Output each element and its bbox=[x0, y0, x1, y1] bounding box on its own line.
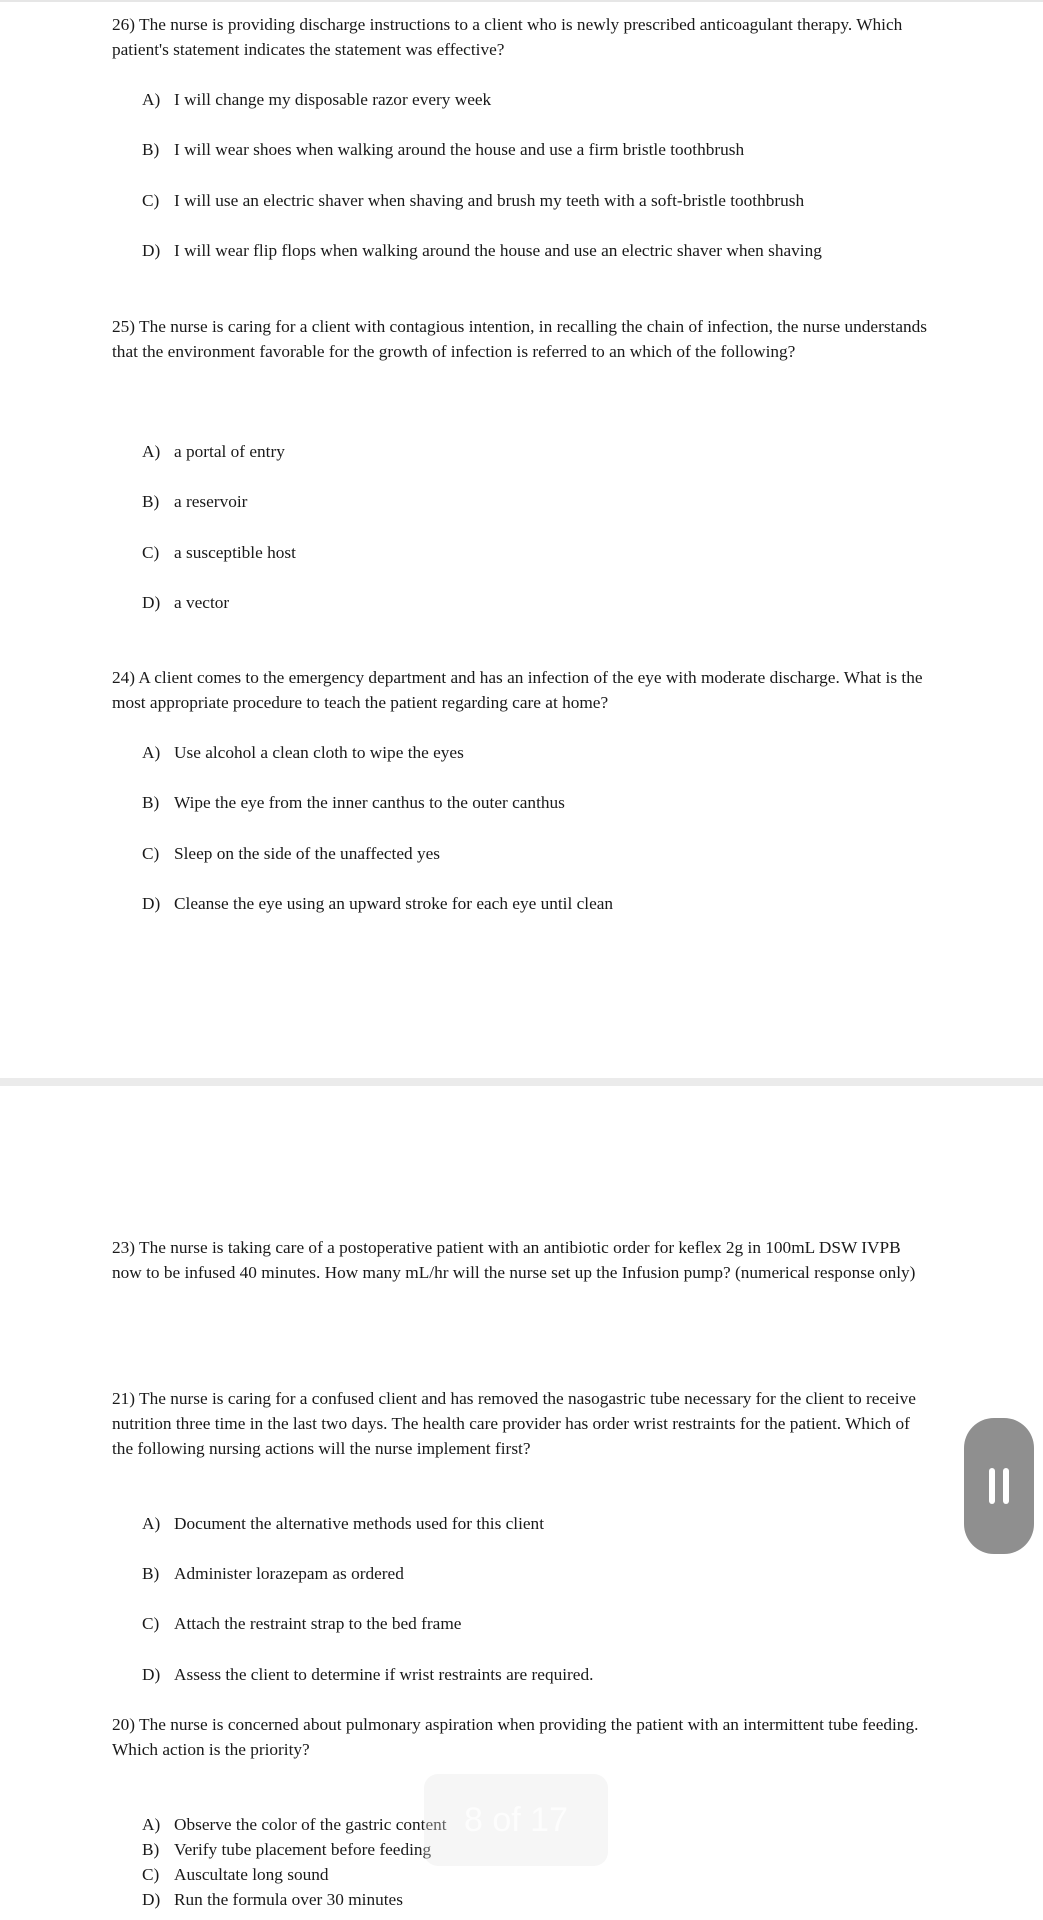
question-21-option-d[interactable] bbox=[142, 1662, 593, 1687]
option-text: Cleanse the eye using an upward stroke for each eye until clean bbox=[174, 894, 614, 913]
option-text: Sleep on the side of the unaffected yes bbox=[174, 844, 441, 863]
question-26-text: 26) The nurse is providing discharge instructions to a client who is newly prescribed anticoagulant therapy. Which patient's statement indicates the statement was effective? bbox=[112, 15, 903, 59]
option-letter: D) bbox=[142, 593, 161, 612]
option-text: Assess the client to determine if wrist restraints are required. bbox=[174, 1665, 594, 1684]
option-text: Document the alternative methods used for this client bbox=[174, 1514, 545, 1533]
question-26-option-b[interactable] bbox=[142, 137, 744, 162]
option-text: Observe the color of the gastric content bbox=[174, 1815, 447, 1834]
question-21-option-c[interactable] bbox=[142, 1611, 461, 1636]
option-text: Attach the restraint strap to the bed frame bbox=[174, 1614, 462, 1633]
option-letter: B) bbox=[142, 140, 160, 159]
question-25-option-a[interactable] bbox=[142, 439, 285, 464]
option-text: Wipe the eye from the inner canthus to the outer canthus bbox=[174, 793, 565, 812]
option-letter: A) bbox=[142, 743, 161, 762]
question-23-text: 23) The nurse is taking care of a postoperative patient with an antibiotic order for keflex 2g in 100mL DSW IVPB now to be infused 40 minutes. How many mL/hr will the nurse set up the Infusion pump? (numerical response only) bbox=[112, 1238, 916, 1282]
question-26-option-c[interactable] bbox=[142, 188, 804, 213]
top-divider bbox=[0, 0, 1043, 2]
question-20-option-b[interactable] bbox=[142, 1837, 431, 1862]
option-text: a reservoir bbox=[174, 492, 248, 511]
fast-scroll-handle[interactable] bbox=[964, 1418, 1034, 1554]
question-20-option-c[interactable] bbox=[142, 1862, 329, 1887]
option-text: I will use an electric shaver when shaving and brush my teeth with a soft-bristle toothbrush bbox=[174, 191, 805, 210]
question-26-option-d[interactable] bbox=[142, 238, 822, 263]
drag-handle-icon bbox=[989, 1468, 995, 1504]
option-text: Administer lorazepam as ordered bbox=[174, 1564, 404, 1583]
question-21-option-a[interactable] bbox=[142, 1511, 544, 1536]
option-text: a susceptible host bbox=[174, 543, 296, 562]
drag-handle-icon bbox=[1003, 1468, 1009, 1504]
option-letter: B) bbox=[142, 793, 160, 812]
option-letter: D) bbox=[142, 241, 161, 260]
question-26-option-a[interactable] bbox=[142, 87, 491, 112]
page-indicator: 8 of 17 bbox=[424, 1774, 608, 1866]
option-text: I will change my disposable razor every week bbox=[174, 90, 492, 109]
option-text: Verify tube placement before feeding bbox=[174, 1840, 432, 1859]
question-20-option-a[interactable] bbox=[142, 1812, 447, 1837]
option-letter: C) bbox=[142, 1865, 160, 1884]
question-20-option-d[interactable] bbox=[142, 1887, 403, 1912]
question-21-text: 21) The nurse is caring for a confused client and has removed the nasogastric tube necessary for the client to receive nutrition three time in the last two days. The health care provider has order wrist restraints for the patient. Which of the following nursing actions will the nurse implement first? bbox=[112, 1389, 916, 1458]
question-24-text: 24) A client comes to the emergency department and has an infection of the eye with moderate discharge. What is the most appropriate procedure to teach the patient regarding care at home? bbox=[112, 668, 923, 712]
option-letter: A) bbox=[142, 1815, 161, 1834]
question-24-option-b[interactable] bbox=[142, 790, 565, 815]
option-letter: B) bbox=[142, 1564, 160, 1583]
option-text: I will wear flip flops when walking around the house and use an electric shaver when shaving bbox=[174, 241, 822, 260]
option-letter: D) bbox=[142, 894, 161, 913]
question-25-option-c[interactable] bbox=[142, 540, 296, 565]
question-25-option-d[interactable] bbox=[142, 590, 229, 615]
option-text: I will wear shoes when walking around the house and use a firm bristle toothbrush bbox=[174, 140, 745, 159]
option-letter: C) bbox=[142, 1614, 160, 1633]
question-24-option-c[interactable] bbox=[142, 841, 440, 866]
option-letter: C) bbox=[142, 191, 160, 210]
option-text: a vector bbox=[174, 593, 230, 612]
option-text: Run the formula over 30 minutes bbox=[174, 1890, 403, 1909]
option-letter: A) bbox=[142, 90, 161, 109]
question-21-option-b[interactable] bbox=[142, 1561, 404, 1586]
option-letter: C) bbox=[142, 543, 160, 562]
page-separator bbox=[0, 1078, 1043, 1086]
question-20-text: 20) The nurse is concerned about pulmonary aspiration when providing the patient with an intermittent tube feeding. Which action is the priority? bbox=[112, 1715, 919, 1759]
question-24-option-a[interactable] bbox=[142, 740, 464, 765]
option-letter: D) bbox=[142, 1665, 161, 1684]
option-letter: B) bbox=[142, 492, 160, 511]
question-24-option-d[interactable] bbox=[142, 891, 613, 916]
option-letter: C) bbox=[142, 844, 160, 863]
question-25-text: 25) The nurse is caring for a client with contagious intention, in recalling the chain of infection, the nurse understands that the environment favorable for the growth of infection is referred to an which of the following? bbox=[112, 317, 928, 361]
option-text: Use alcohol a clean cloth to wipe the eyes bbox=[174, 743, 464, 762]
option-text: a portal of entry bbox=[174, 442, 285, 461]
option-text: Auscultate long sound bbox=[174, 1865, 329, 1884]
option-letter: D) bbox=[142, 1890, 161, 1909]
option-letter: B) bbox=[142, 1840, 160, 1859]
question-25-option-b[interactable] bbox=[142, 489, 247, 514]
option-letter: A) bbox=[142, 1514, 161, 1533]
option-letter: A) bbox=[142, 442, 161, 461]
